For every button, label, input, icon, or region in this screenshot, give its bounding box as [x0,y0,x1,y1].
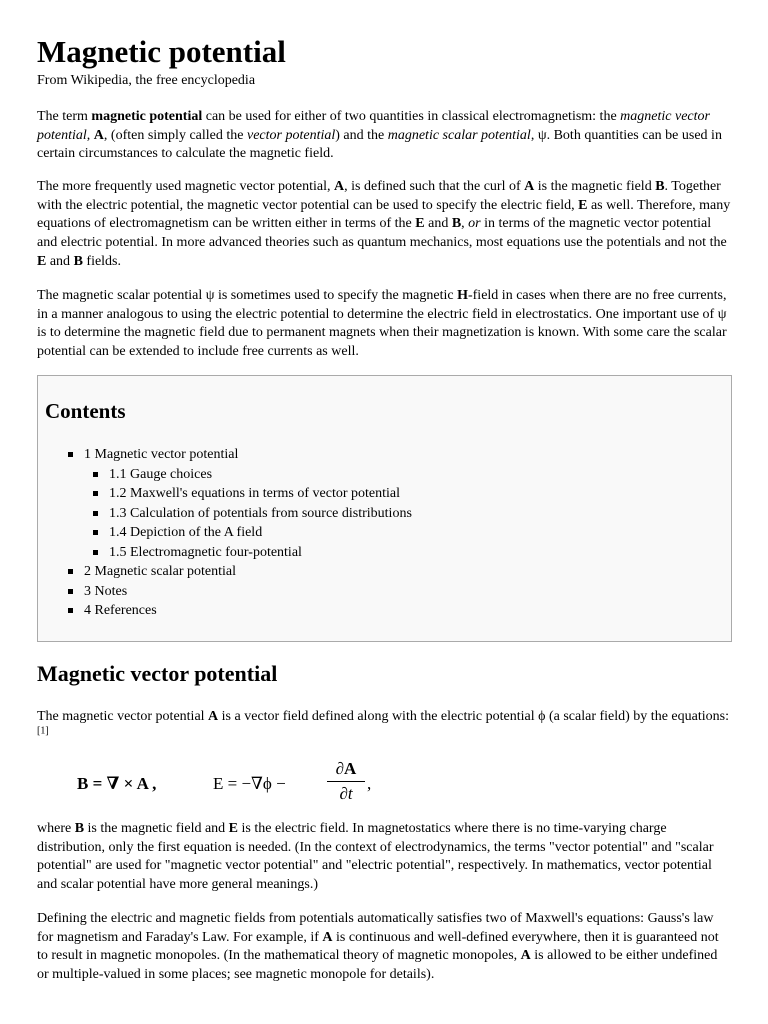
text-run: magnetic potential [91,109,203,124]
toc-title: Contents [45,399,126,423]
toc-subitem[interactable]: 1.2 Maxwell's equations in terms of vector potential [93,484,412,504]
text-run: or [468,216,481,232]
text-run: can be used for either of two quantities in classical electromagnetism: the [202,109,621,124]
text-run: where [37,821,75,836]
text-run: Defining the electric and magnetic fields from potentials automatically satisfies two of Maxwell's equations: Gauss's law for magnetism and Faraday's Law. For example, if [37,911,714,945]
section-heading: Magnetic vector potential [37,661,278,686]
text-run: E [415,216,425,232]
text-run: vector potential [246,127,336,143]
text-run: A [334,179,345,194]
table-of-contents [37,375,732,642]
text-run: as well. Therefore, many equations of electromagnetism can be written either in terms of the [37,197,731,232]
toc-subitem[interactable]: 1.1 Gauge choices [93,465,412,485]
text-run: is allowed to be either undefined or multiple-valued in some places; see magnetic monopole for details). [37,948,718,983]
text-run: ) and the [335,127,388,143]
text-run: is a vector field defined along with the electric potential ϕ (a scalar field) by the equations: [218,709,729,724]
equation-tail: , [367,774,372,793]
text-run: The magnetic scalar potential ψ is sometimes used to specify the magnetic [37,288,458,303]
text-run: A [93,127,104,143]
text-run: and [424,216,452,232]
text-run: fields. [82,253,122,269]
equation-fraction [327,758,365,805]
intro-paragraph-1 [37,108,732,164]
equation-curl: B = ∇ × A , [77,774,157,793]
text-run: A [322,929,333,945]
text-run: A [208,709,219,724]
toc-link[interactable]: 3 Notes [84,583,128,599]
toc-link[interactable]: 2 Magnetic scalar potential [84,564,236,579]
toc-item[interactable] [68,601,412,621]
text-run: -field in cases when there are no free currents, in a manner analogous to using the electric potential to determine the electric field in electrostatics. One important use of ψ is to determine the magnetic field due to permanent magnets when their magnetization is known. With some care the scalar potential can be extended to include free currents as well. [37,288,727,360]
equation-electric-field: E = −∇ϕ − [213,774,286,793]
text-run: is the magnetic field and [84,821,229,836]
text-run: , [461,216,469,232]
toc-item[interactable] [68,445,412,465]
text-run: magnetic scalar potential [387,127,531,143]
citation-ref[interactable]: [1] [37,725,49,737]
toc-item[interactable] [68,582,412,602]
text-run: , is defined such that the curl of [344,179,525,194]
text-run: , (often simply called the [103,127,247,143]
fraction-numerator: ∂A [335,759,357,778]
text-run: B [655,179,665,194]
text-run: in terms of the magnetic vector potential and electric potential. In more advanced theories such as quantum mechanics, most equations use the potentials and not the [37,216,727,251]
section-paragraph-3 [37,910,732,985]
intro-paragraph-2 [37,178,732,272]
text-run: is continuous and well-defined everywhere, then it is guaranteed not to result in magnetic monopoles. (In the mathematical theory of magnetic monopoles, [37,929,719,964]
text-run: The more frequently used magnetic vector potential, [37,179,335,194]
toc-subitem[interactable]: 1.4 Depiction of the A field [93,523,412,543]
toc-sublist [93,465,412,563]
text-run: A [520,948,531,964]
text-run: is the electric field. In magnetostatics where there is no time-varying charge distribution, only the first equation is needed. (In the context of electrodynamics, the terms "vector potential" and "scalar potential" are used for "magnetic vector potential" and "electric potential", respectively. In mathematics, vector potential and scalar potential have more general meanings.) [37,821,714,893]
toc-link[interactable]: 4 References [84,603,157,618]
text-run: B [74,821,85,836]
toc-list [68,445,412,621]
text-run: E [578,197,588,213]
text-run: The term [37,109,92,124]
page-title: Magnetic potential [37,34,286,69]
text-run: , [86,127,94,143]
tagline: From Wikipedia, the free encyclopedia [37,73,256,88]
toc-link[interactable]: 1 Magnetic vector potential [84,447,239,462]
text-run: B [73,253,83,269]
text-run: magnetic vector potential [37,109,710,143]
text-run: E [37,253,47,269]
text-run: H [457,288,468,303]
text-run: and [46,253,74,269]
text-run: E [228,821,239,836]
toc-subitem[interactable]: 1.5 Electromagnetic four-potential [93,543,412,563]
fraction-bar [327,781,365,782]
section-paragraph-2 [37,820,732,895]
text-run: A [524,179,535,194]
text-run: B [451,216,462,232]
fraction-denominator: ∂t [339,784,353,803]
toc-subitem[interactable]: 1.3 Calculation of potentials from source distributions [93,504,412,524]
text-run: is the magnetic field [534,179,656,194]
text-run: , ψ. Both quantities can be used in certain circumstances to calculate the magnetic field. [37,127,722,162]
text-run: The magnetic vector potential [37,709,209,724]
toc-item[interactable] [68,562,412,582]
text-run: . Together with the electric potential, the magnetic vector potential can be used to specify the electric field, [37,179,721,213]
equation-block [77,752,477,812]
section-paragraph-1 [37,708,732,745]
intro-paragraph-3 [37,287,732,362]
